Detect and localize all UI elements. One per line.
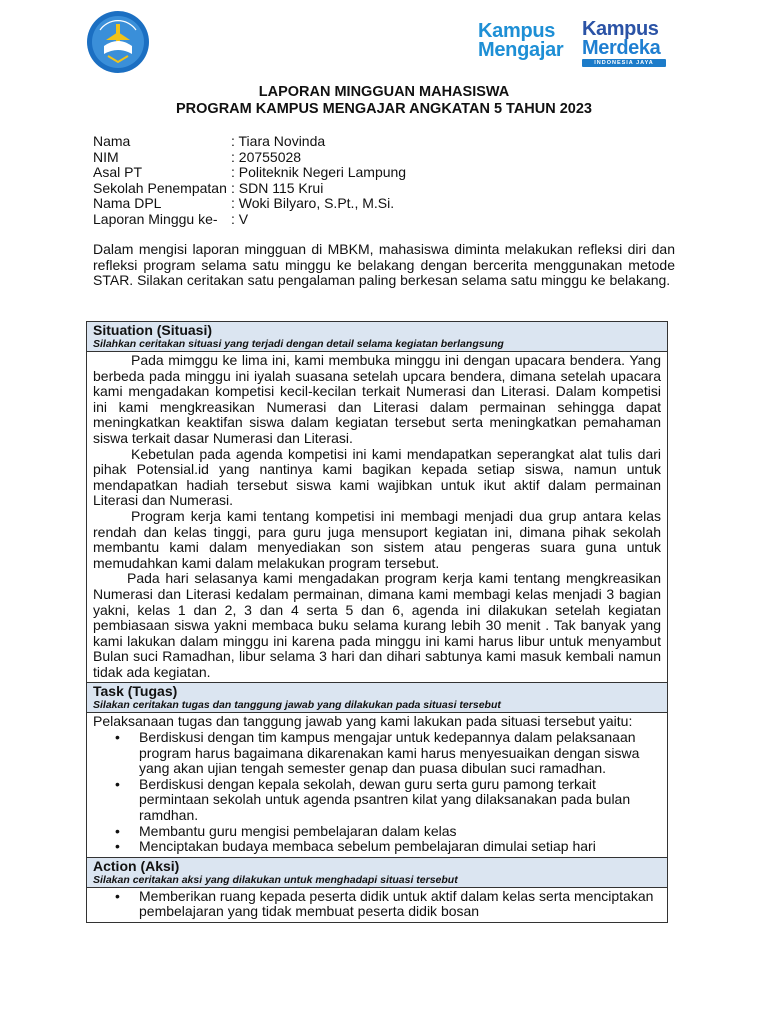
intro-paragraph: Dalam mengisi laporan mingguan di MBKM, mahasiswa diminta melakukan refleksi diri dan refleksi program selama satu minggu ke belakang dengan bercerita menggunakan metode STAR. Silakan ceritakan satu pengalaman paling berkesan selama satu minggu ke belakang. — [93, 241, 675, 289]
info-row-sekolah — [93, 181, 406, 197]
info-value: : Politeknik Negeri Lampung — [231, 164, 407, 180]
list-item: • Berdiskusi dengan kepala sekolah, dewan guru serta guru pamong terkait permintaan sekolah untuk agenda psantren kilat yang dilaksanakan pada bulan ramdhan. — [139, 777, 661, 824]
list-item: • Berdiskusi dengan tim kampus mengajar untuk kedepannya dalam pelaksanaan program harus bagaimana dikarenakan kami harus menyesuaikan dengan siswa yang akan ujian tengah semester genap dan puasa dibulan suci ramadhan. — [139, 730, 661, 777]
info-row-minggu — [93, 212, 406, 228]
info-label: Nama DPL — [93, 195, 162, 211]
brand-tagline: INDONESIA JAYA — [582, 59, 666, 67]
brand-right-line2: Merdeka — [582, 37, 661, 59]
info-value: : Tiara Novinda — [231, 133, 326, 149]
situation-paragraph: Kebetulan pada agenda kompetisi ini kami mendapatkan seperangkat alat tulis dari pihak Potensial.id yang nantinya kami bagikan kepada setiap siswa, namun untuk mendapatkan hadiah tersebut siswa kami wajibkan untuk ikut aktif dalam permainan Literasi dan Numerasi. — [93, 445, 661, 509]
task-subtitle: Silakan ceritakan tugas dan tanggung jawab yang dilakukan pada situasi tersebut — [93, 699, 501, 712]
info-row-dpl — [93, 196, 406, 212]
student-info — [93, 134, 406, 227]
task-list — [93, 730, 661, 855]
info-label: Laporan Minggu ke- — [93, 210, 218, 227]
list-item: • Membantu guru mengisi pembelajaran dalam kelas — [139, 824, 661, 840]
situation-header — [87, 322, 667, 352]
info-row-nim — [93, 150, 406, 166]
tut-wuri-handayani-logo-icon — [86, 10, 150, 74]
info-label: Nama — [93, 133, 131, 149]
report-title — [0, 84, 768, 118]
info-label: Asal PT — [93, 164, 143, 180]
info-value: : SDN 115 Krui — [231, 179, 324, 196]
brand-right-line1: Kampus — [582, 18, 659, 40]
info-value: : Woki Bilyaro, S.Pt., M.Si. — [231, 195, 395, 211]
brand-left-line1: Kampus — [478, 20, 556, 42]
info-row-asal-pt — [93, 165, 406, 181]
star-table — [86, 321, 668, 923]
kampus-mengajar-logo — [478, 22, 576, 60]
task-lead: Pelaksanaan tugas dan tanggung jawab yang kami lakukan pada situasi tersebut yaitu: — [93, 713, 633, 730]
list-item: • Memberikan ruang kepada peserta didik untuk aktif dalam kelas serta menciptakan pembelajaran yang tidak membuat peserta didik bosan — [139, 889, 661, 920]
info-value: : V — [231, 210, 249, 227]
info-label: NIM — [93, 148, 119, 165]
report-title-line1: LAPORAN MINGGUAN MAHASISWA — [258, 84, 510, 100]
action-subtitle: Silakan ceritakan aksi yang dilakukan untuk menghadapi situasi tersebut — [93, 873, 458, 886]
situation-paragraph: Pada mimggu ke lima ini, kami membuka minggu ini dengan upacara bendera. Yang berbeda pada minggu ini iyalah suasana setelah upcara bendera, dimana setelah upacara kami mengadakan kompetisi kecil-kecilan terkait Numerasi dan Literasi. Dalam kompetisi ini kami mengkreasikan Numerasi dan Literasi dalam permainan sehingga dapat meningkatkan keaktifan siswa dalam kegiatan tersebut serta meningkatkan pemahaman siswa terkait dasar Numerasi dan Literasi. — [93, 352, 661, 446]
action-body — [87, 888, 667, 923]
action-list — [93, 889, 661, 920]
task-body — [87, 713, 667, 857]
list-item: • Menciptakan budaya membaca sebelum pembelajaran dimulai setiap hari — [139, 839, 661, 855]
kampus-merdeka-logo — [582, 20, 678, 67]
situation-body — [87, 352, 667, 683]
situation-title: Situation (Situasi) — [93, 322, 212, 338]
info-label: Sekolah Penempatan — [93, 179, 227, 196]
situation-paragraph: Program kerja kami tentang kompetisi ini membagi menjadi dua grup antara kelas rendah dan kelas tinggi, para guru juga mensuport kegiatan ini, dimana pihak sekolah membantu kami dalam menyediakan son sistem atau pengeras suara guna untuk memudahkan kami dalam melakukan program tersebut. — [93, 507, 661, 571]
brand-left-line2: Mengajar — [478, 39, 564, 61]
report-title-line2: PROGRAM KAMPUS MENGAJAR ANGKATAN 5 TAHUN 2023 — [176, 101, 592, 117]
info-value: : 20755028 — [231, 148, 302, 165]
info-row-nama — [93, 134, 406, 150]
situation-subtitle: Silahkan ceritakan situasi yang terjadi dengan detail selama kegiatan berlangsung — [93, 338, 504, 350]
task-header — [87, 683, 667, 713]
action-title: Action (Aksi) — [93, 857, 180, 874]
task-title: Task (Tugas) — [93, 683, 178, 700]
situation-paragraph: Pada hari selasanya kami mengadakan program kerja kami tentang mengkreasikan Numerasi dan Literasi kedalam permainan, dimana kami membagi kelas menjadi 3 bagian yakni, kelas 1 dan 2, 3 dan 4 serta 5 dan 6, agenda ini dilakukan setelah kegiatan pembiasaan siswa yakni membaca buku selama kurang lebih 30 menit . Tak banyak yang kami lakukan dalam minggu ini karena pada minggu ini kami harus libur untuk menyambut Bulan suci Ramadhan, libur selama 3 hari dan dihari sabtunya kami masuk kembali namun tidak ada kegiatan. — [93, 570, 661, 680]
action-header — [87, 858, 667, 888]
